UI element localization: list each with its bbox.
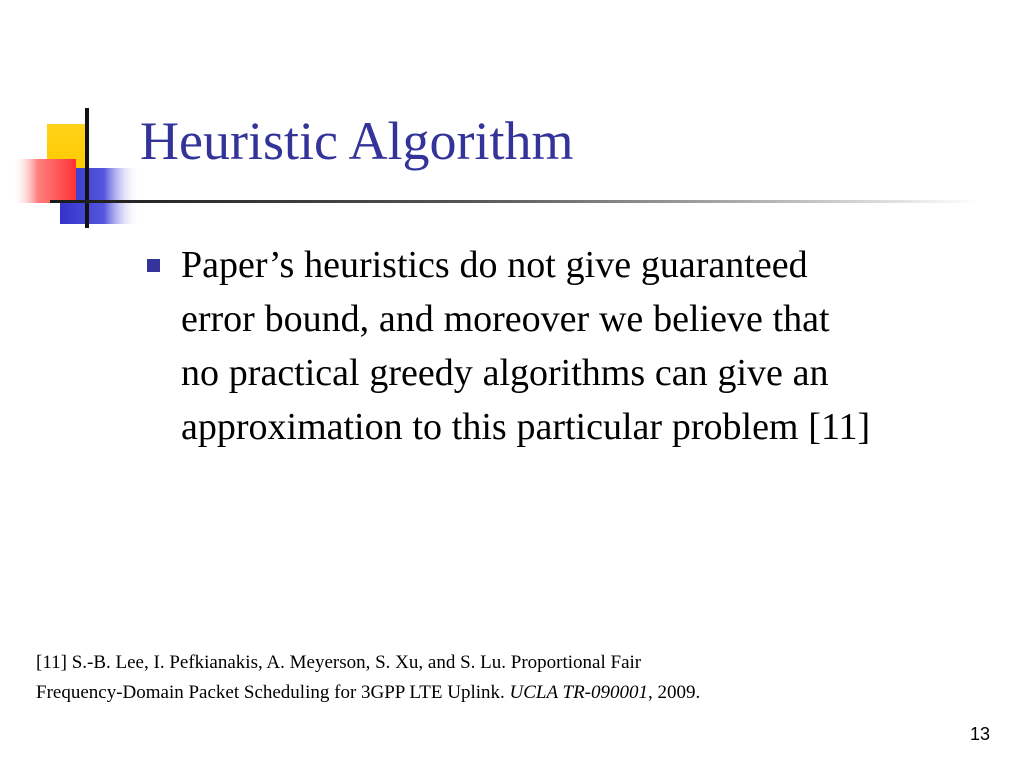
footnote-plain-text: Frequency-Domain Packet Scheduling for 3GPP LTE Uplink. [36, 682, 510, 703]
bullet-item [145, 238, 1015, 454]
footnote-tail-text: , 2009. [648, 682, 701, 703]
decorative-squares-logo [0, 0, 140, 240]
title-underline-rule [50, 200, 980, 203]
slide-title: Heuristic Algorithm [140, 111, 574, 171]
bullet-line: Paper’s heuristics do not give guaranteed [181, 244, 808, 286]
slide-body [145, 238, 1015, 454]
logo-red-block [12, 159, 76, 203]
footnote-line-2 [36, 678, 996, 708]
page-number: 13 [969, 724, 990, 744]
footnote-line-1: [11] S.-B. Lee, I. Pefkianakis, A. Meyerson, S. Xu, and S. Lu. Proportional Fair [36, 652, 642, 673]
square-bullet-icon [147, 259, 160, 272]
bullet-line: no practical greedy algorithms can give an [181, 352, 829, 394]
bullet-line: approximation to this particular problem [11] [181, 406, 871, 448]
reference-footnote [36, 648, 996, 708]
bullet-line: error bound, and moreover we believe that [181, 298, 830, 340]
footnote-italic-text: UCLA TR-090001 [509, 682, 649, 703]
logo-vertical-line [85, 108, 89, 228]
